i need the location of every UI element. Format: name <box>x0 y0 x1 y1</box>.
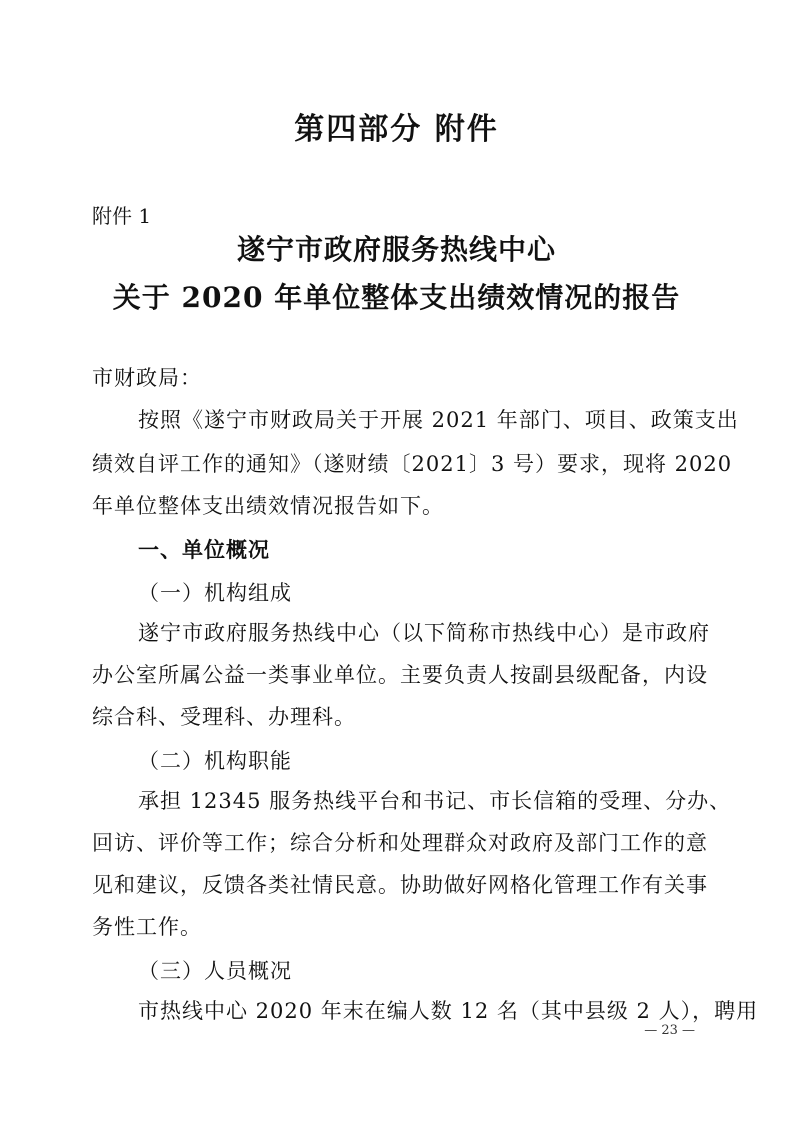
salutation: 市财政局： <box>92 366 202 390</box>
subsection-heading-1: （一）机构组成 <box>138 581 292 605</box>
subsection-heading-3: （三）人员概况 <box>138 959 292 983</box>
page-number: — 23 — <box>644 1023 695 1038</box>
part-title: 第四部分 附件 <box>294 112 499 147</box>
section-heading-1: 一、单位概况 <box>138 537 270 562</box>
paragraph-line: 见和建议，反馈各类社情民意。协助做好网格化管理工作有关事 <box>92 873 708 897</box>
paragraph-line: 务性工作。 <box>92 915 202 939</box>
paragraph-line: 办公室所属公益一类事业单位。主要负责人按副县级配备，内设 <box>92 663 708 687</box>
document-title-line-2: 关于 2020 年单位整体支出绩效情况的报告 <box>112 281 681 314</box>
paragraph-line: 市热线中心 2020 年末在编人数 12 名（其中县级 2 人），聘用 <box>138 999 759 1023</box>
intro-line-3: 年单位整体支出绩效情况报告如下。 <box>92 494 444 518</box>
paragraph-line: 回访、评价等工作；综合分析和处理群众对政府及部门工作的意 <box>92 831 708 855</box>
subsection-heading-2: （二）机构职能 <box>138 749 292 773</box>
intro-line-1: 按照《遂宁市财政局关于开展 2021 年部门、项目、政策支出 <box>138 408 739 432</box>
intro-line-2: 绩效自评工作的通知》（遂财绩〔2021〕3 号）要求，现将 2020 <box>92 452 733 476</box>
paragraph-line: 遂宁市政府服务热线中心（以下简称市热线中心）是市政府 <box>138 621 710 645</box>
paragraph-line: 承担 12345 服务热线平台和书记、市长信箱的受理、分办、 <box>138 789 732 813</box>
document-title-line-1: 遂宁市政府服务热线中心 <box>236 233 556 266</box>
attachment-label: 附件 1 <box>92 204 152 228</box>
paragraph-line: 综合科、受理科、办理科。 <box>92 705 356 729</box>
